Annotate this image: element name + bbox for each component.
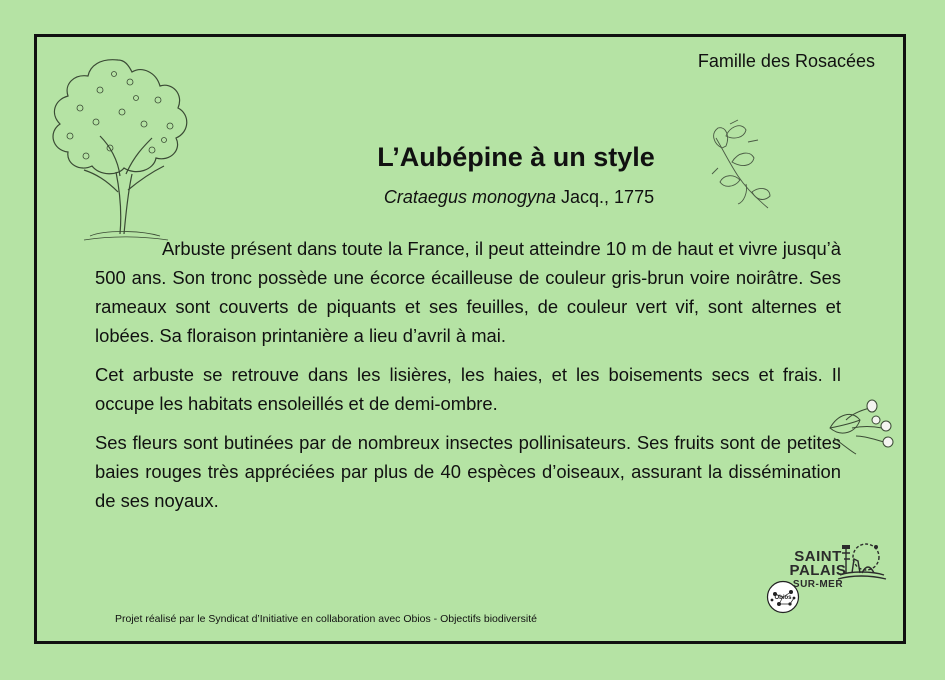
leaf-branch-illustration <box>708 118 774 214</box>
town-logo-line-2: PALAIS <box>789 562 847 579</box>
family-label: Famille des Rosacées <box>697 51 875 71</box>
town-logo-line-1: SAINT <box>794 548 842 565</box>
footer-credit: Projet réalisé par le Syndicat d’Initiative en collaboration avec Obios - Objectifs biodiversité <box>115 613 537 625</box>
description-body <box>95 234 841 525</box>
town-logo <box>786 550 850 592</box>
taxon-author: Jacq., 1775 <box>556 187 655 207</box>
obios-logo-text: Obios <box>774 595 792 601</box>
description-paragraph-3: Ses fleurs sont butinées par de nombreux insectes pollinisateurs. Ses fruits sont de petites baies rouges très appréciées par plus de 40 espèces d’oiseaux, assurant la dissémination de ses noyaux. <box>95 432 841 511</box>
berries-illustration <box>826 398 898 456</box>
town-logo-line-3: SUR-MER <box>792 579 844 590</box>
scientific-name: Crataegus monogyna <box>383 187 557 207</box>
description-paragraph-2: Cet arbuste se retrouve dans les lisières, les haies, et les boisements secs et frais. Il occupe les habitats ensoleillés et de demi-ombre. <box>95 364 841 414</box>
page-title: L’Aubépine à un style <box>377 142 655 172</box>
tree-illustration <box>40 52 200 242</box>
description-paragraph-1: Arbuste présent dans toute la France, il peut atteindre 10 m de haut et vivre jusqu’à 500 ans. Son tronc possède une écorce écailleuse de couleur gris-brun voire noirâtre. Ses rameaux sont couverts de piquants et ses feuilles, de couleur vert vif, sont alternes et lobées. Sa floraison printanière a lieu d’avril à mai. <box>95 238 841 346</box>
